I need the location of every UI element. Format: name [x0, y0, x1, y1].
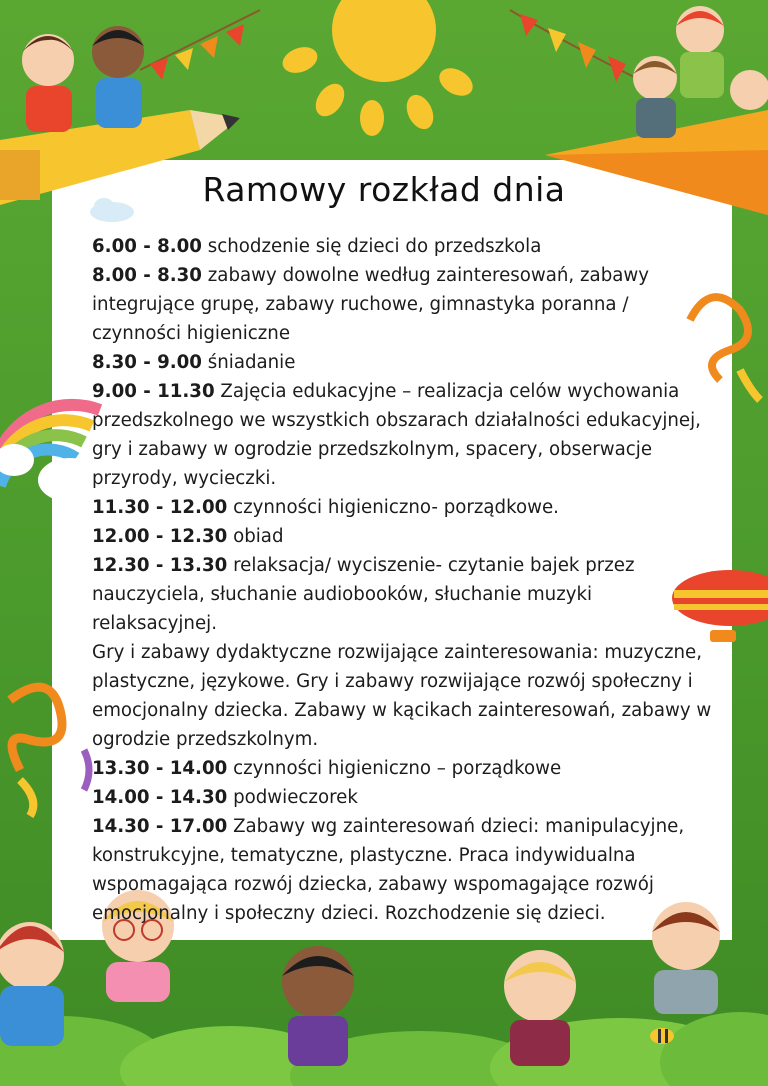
schedule-item [92, 348, 717, 377]
schedule-text: podwieczorek [233, 787, 358, 808]
kid-redhair-icon [0, 922, 64, 1046]
bee-icon [650, 1028, 674, 1044]
schedule-item [92, 493, 717, 522]
kids-left-icon [22, 26, 144, 132]
schedule-list [92, 232, 717, 928]
schedule-item [92, 232, 717, 261]
schedule-time: 9.00 - 11.30 [92, 381, 215, 402]
schedule-item [92, 754, 717, 783]
schedule-time: 8.30 - 9.00 [92, 352, 202, 373]
schedule-text: czynności higieniczno – porządkowe [233, 758, 562, 779]
bunting-left-icon [140, 10, 260, 80]
schedule-time: 8.00 - 8.30 [92, 265, 202, 286]
schedule-text: Gry i zabawy dydaktyczne rozwijające zainteresowania: muzyczne, plastyczne, językowe. Gry i zabawy rozwijające rozwój społeczny i emocjonalny dziecka. Zabawy w kącikach zainteresowań, zabawy w ogrodzie przedszkolnym. [92, 642, 712, 750]
schedule-text: Zabawy wg zainteresowań dzieci: manipulacyjne, konstrukcyjne, tematyczne, plastyczne. Praca indywidualna wspomagająca rozwój dziecka, zabawy wspomagające rozwój emocjonalny i społeczny dzieci. Rozchodzenie się dzieci. [92, 816, 685, 924]
schedule-time: 14.00 - 14.30 [92, 787, 228, 808]
schedule-item [92, 812, 717, 928]
schedule-item [92, 638, 717, 754]
schedule-text: relaksacja/ wyciszenie- czytanie bajek przez nauczyciela, słuchanie audiobooków, słuchanie muzyki relaksacyjnej. [92, 555, 635, 634]
swirl-ribbon-left-icon [0, 680, 100, 820]
schedule-text: czynności higieniczno- porządkowe. [233, 497, 559, 518]
schedule-time: 14.30 - 17.00 [92, 816, 228, 837]
kid-pigtails-icon [504, 950, 576, 1066]
bushes-icon [0, 1012, 768, 1086]
schedule-text: obiad [233, 526, 284, 547]
schedule-text: Zajęcia edukacyjne – realizacja celów wychowania przedszkolnego we wszystkich obszarach działalności edukacyjnej, gry i zabawy w ogrodzie przedszkolnym, spacery, obserwacje przyrody, wycieczki. [92, 381, 701, 489]
schedule-time: 13.30 - 14.00 [92, 758, 228, 779]
schedule-time: 6.00 - 8.00 [92, 236, 202, 257]
schedule-item [92, 783, 717, 812]
page-title: Ramowy rozkład dnia [202, 170, 566, 209]
schedule-item [92, 522, 717, 551]
schedule-item [92, 377, 717, 493]
schedule-time: 12.30 - 13.30 [92, 555, 228, 576]
schedule-item [92, 261, 717, 348]
sun-icon [279, 0, 478, 136]
schedule-text: śniadanie [207, 352, 296, 373]
schedule-time: 11.30 - 12.00 [92, 497, 228, 518]
schedule-time: 12.00 - 12.30 [92, 526, 228, 547]
schedule-text: zabawy dowolne według zainteresowań, zabawy integrujące grupę, zabawy ruchowe, gimnastyka poranna / czynności higieniczne [92, 265, 650, 344]
schedule-item [92, 551, 717, 638]
bunting-right-icon [510, 10, 640, 82]
schedule-text: schodzenie się dzieci do przedszkola [207, 236, 542, 257]
kid-curly-icon [282, 946, 354, 1066]
